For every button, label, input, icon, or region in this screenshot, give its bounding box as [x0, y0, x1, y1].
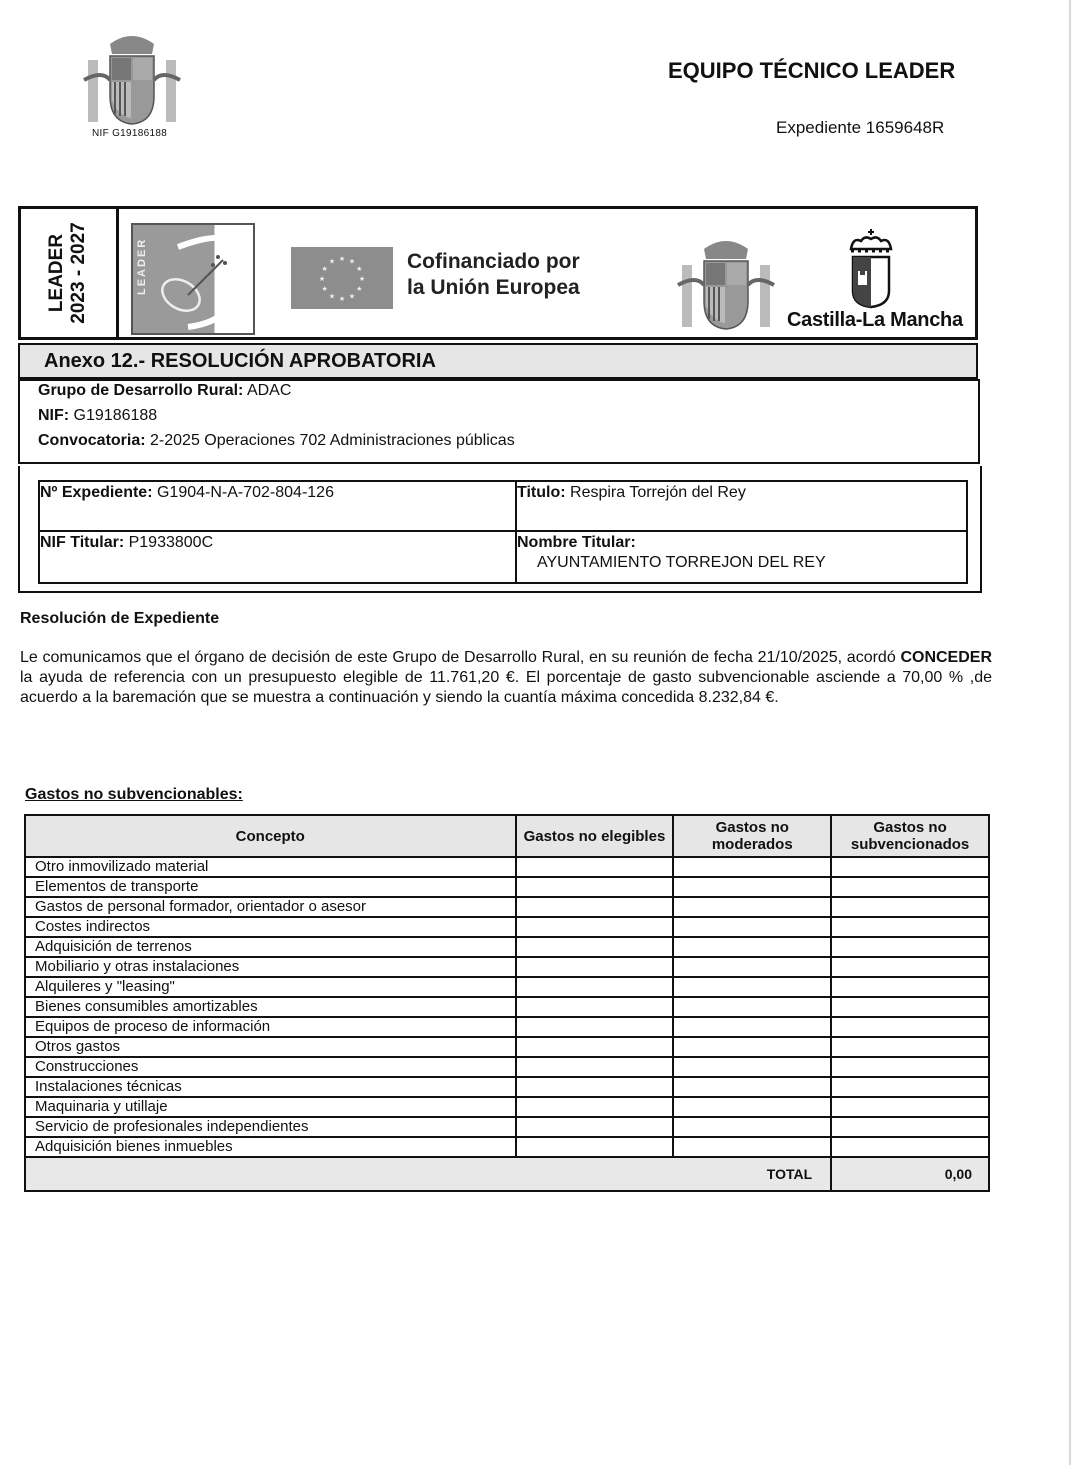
- eu-star-icon: ★: [318, 276, 326, 283]
- eu-flag-icon: [291, 247, 393, 309]
- concepto-cell: Adquisición de terrenos: [25, 937, 516, 957]
- no-elegibles-cell: [516, 1097, 674, 1117]
- no-elegibles-cell: [516, 877, 674, 897]
- no-moderados-cell: [673, 977, 831, 997]
- leader-program-label: LEADER: [46, 233, 67, 313]
- eu-star-icon: ★: [348, 258, 356, 266]
- no-moderados-cell: [673, 997, 831, 1017]
- leader-logo-text: LEADER: [136, 237, 148, 295]
- header-nif: NIF G19186188: [92, 128, 168, 139]
- gastos-row: [25, 1037, 989, 1057]
- annex-title: Anexo 12.- RESOLUCIÓN APROBATORIA: [44, 350, 436, 372]
- group-row: [38, 382, 291, 400]
- header-no-subvencionados: Gastos no subvencionados: [831, 815, 989, 857]
- no-moderados-cell: [673, 917, 831, 937]
- concepto-cell: Alquileres y "leasing": [25, 977, 516, 997]
- eu-star-icon: ★: [328, 258, 336, 266]
- no-moderados-cell: [673, 897, 831, 917]
- gastos-row: [25, 917, 989, 937]
- concepto-cell: Gastos de personal formador, orientador o asesor: [25, 897, 516, 917]
- nombre-titular-cell: [517, 532, 968, 582]
- convocatoria-row: [38, 432, 515, 450]
- header-no-elegibles: Gastos no elegibles: [516, 815, 674, 857]
- no-subvencionados-cell: [831, 977, 989, 997]
- nombre-titular-value: AYUNTAMIENTO TORREJON DEL REY: [537, 554, 826, 571]
- expediente-box: [18, 466, 982, 593]
- no-moderados-cell: [673, 1077, 831, 1097]
- region-name: Castilla-La Mancha: [787, 309, 963, 331]
- no-elegibles-cell: [516, 1117, 674, 1137]
- eu-cofinancing-text: [407, 249, 580, 301]
- no-elegibles-cell: [516, 1077, 674, 1097]
- gastos-row: [25, 1137, 989, 1157]
- no-moderados-cell: [673, 1037, 831, 1057]
- eu-star-icon: ★: [321, 286, 328, 293]
- no-subvencionados-cell: [831, 1057, 989, 1077]
- spain-coat-of-arms-icon: [82, 30, 182, 130]
- eu-star-icon: ★: [356, 266, 363, 273]
- resolution-text-part1: Le comunicamos que el órgano de decisión de este Grupo de Desarrollo Rural, en su reunión de fecha 21/10/2025, acordó: [20, 649, 901, 666]
- gastos-row: [25, 1117, 989, 1137]
- concepto-cell: Otro inmovilizado material: [25, 857, 516, 877]
- header-no-moderados: Gastos no moderados: [673, 815, 831, 857]
- no-moderados-cell: [673, 1017, 831, 1037]
- no-moderados-cell: [673, 857, 831, 877]
- nif-row: [38, 407, 157, 425]
- spain-coat-of-arms-icon: [676, 235, 776, 335]
- group-info-box: [18, 379, 980, 464]
- concepto-cell: Adquisición bienes inmuebles: [25, 1137, 516, 1157]
- nif-titular-value: P1933800C: [124, 534, 214, 551]
- eu-star-icon: ★: [321, 266, 328, 273]
- nif-label: NIF:: [38, 407, 70, 424]
- eu-star-icon: ★: [328, 293, 336, 301]
- gastos-row: [25, 937, 989, 957]
- gastos-row: [25, 1017, 989, 1037]
- no-moderados-cell: [673, 1137, 831, 1157]
- expediente-reference: Expediente 1659648R: [776, 118, 945, 137]
- numero-expediente-label: Nº Expediente:: [40, 484, 153, 501]
- header-concepto: Concepto: [25, 815, 516, 857]
- concepto-cell: Equipos de proceso de información: [25, 1017, 516, 1037]
- concepto-cell: Mobiliario y otras instalaciones: [25, 957, 516, 977]
- convocatoria-value: 2-2025 Operaciones 702 Administraciones públicas: [145, 432, 515, 449]
- eu-star-icon: ★: [348, 293, 356, 301]
- concepto-cell: Costes indirectos: [25, 917, 516, 937]
- gastos-header-row: [25, 815, 989, 857]
- no-elegibles-cell: [516, 937, 674, 957]
- numero-expediente-cell: [40, 482, 517, 532]
- group-label: Grupo de Desarrollo Rural:: [38, 382, 244, 399]
- eu-star-icon: ★: [358, 276, 366, 283]
- no-elegibles-cell: [516, 957, 674, 977]
- eu-star-icon: ★: [338, 256, 346, 263]
- resolution-text-part2: la ayuda de referencia con un presupuesto elegible de 11.761,20 €. El porcentaje de gasto subvencionable asciende a 70,00 % ,de acuerdo a la baremación que se muestra a continuación y siendo la cuantía máxima concedida 8.232,84 €.: [20, 669, 992, 706]
- total-row: [25, 1157, 989, 1191]
- leader-logo-icon: [131, 223, 255, 335]
- numero-expediente-value: G1904-N-A-702-804-126: [152, 484, 334, 501]
- resolution-title: Resolución de Expediente: [20, 610, 220, 627]
- no-subvencionados-cell: [831, 1117, 989, 1137]
- no-moderados-cell: [673, 1117, 831, 1137]
- no-elegibles-cell: [516, 917, 674, 937]
- total-label: TOTAL: [25, 1157, 831, 1191]
- no-subvencionados-cell: [831, 1077, 989, 1097]
- gastos-row: [25, 897, 989, 917]
- gastos-row: [25, 877, 989, 897]
- no-moderados-cell: [673, 957, 831, 977]
- no-subvencionados-cell: [831, 957, 989, 977]
- gastos-row: [25, 857, 989, 877]
- concepto-cell: Construcciones: [25, 1057, 516, 1077]
- gastos-title: Gastos no subvencionables:: [25, 786, 243, 803]
- no-subvencionados-cell: [831, 877, 989, 897]
- no-subvencionados-cell: [831, 1097, 989, 1117]
- eu-star-icon: ★: [338, 296, 346, 303]
- leader-period-label: 2023 - 2027: [68, 222, 89, 324]
- concepto-cell: Instalaciones técnicas: [25, 1077, 516, 1097]
- nif-value: G19186188: [69, 407, 158, 424]
- concepto-cell: Maquinaria y utillaje: [25, 1097, 516, 1117]
- no-subvencionados-cell: [831, 997, 989, 1017]
- gastos-row: [25, 1077, 989, 1097]
- no-subvencionados-cell: [831, 1017, 989, 1037]
- no-elegibles-cell: [516, 1057, 674, 1077]
- concepto-cell: Bienes consumibles amortizables: [25, 997, 516, 1017]
- resolution-body: [20, 648, 992, 708]
- nombre-titular-label: Nombre Titular:: [517, 534, 636, 551]
- nif-titular-cell: [40, 532, 517, 582]
- no-moderados-cell: [673, 877, 831, 897]
- page-edge: [1069, 0, 1071, 1465]
- no-subvencionados-cell: [831, 857, 989, 877]
- no-subvencionados-cell: [831, 917, 989, 937]
- titulo-label: Titulo:: [517, 484, 566, 501]
- gastos-row: [25, 1057, 989, 1077]
- no-subvencionados-cell: [831, 897, 989, 917]
- no-elegibles-cell: [516, 977, 674, 997]
- no-moderados-cell: [673, 1057, 831, 1077]
- no-elegibles-cell: [516, 897, 674, 917]
- no-elegibles-cell: [516, 857, 674, 877]
- gastos-row: [25, 1097, 989, 1117]
- eu-star-icon: ★: [356, 286, 363, 293]
- team-title: EQUIPO TÉCNICO LEADER: [668, 58, 956, 83]
- leader-period-box: [21, 209, 119, 337]
- no-subvencionados-cell: [831, 1137, 989, 1157]
- titulo-value: Respira Torrejón del Rey: [565, 484, 746, 501]
- nif-titular-label: NIF Titular:: [40, 534, 125, 551]
- titulo-cell: [517, 482, 968, 532]
- no-elegibles-cell: [516, 1037, 674, 1057]
- gastos-row: [25, 957, 989, 977]
- no-moderados-cell: [673, 1097, 831, 1117]
- total-value: 0,00: [831, 1157, 989, 1191]
- group-value: ADAC: [243, 382, 292, 399]
- eu-text-line2: la Unión Europea: [407, 276, 580, 299]
- gastos-row: [25, 997, 989, 1017]
- gastos-table: [24, 814, 990, 1192]
- concepto-cell: Otros gastos: [25, 1037, 516, 1057]
- concepto-cell: Elementos de transporte: [25, 877, 516, 897]
- annex-title-bar: [18, 343, 978, 379]
- no-elegibles-cell: [516, 997, 674, 1017]
- expediente-table: [38, 480, 968, 584]
- no-subvencionados-cell: [831, 937, 989, 957]
- convocatoria-label: Convocatoria:: [38, 432, 146, 449]
- funding-logos-banner: [18, 206, 978, 340]
- no-subvencionados-cell: [831, 1037, 989, 1057]
- resolution-decision: CONCEDER: [900, 649, 992, 666]
- castilla-la-mancha-shield-icon: [841, 229, 901, 309]
- eu-text-line1: Cofinanciado por: [407, 250, 580, 273]
- gastos-row: [25, 977, 989, 997]
- no-moderados-cell: [673, 937, 831, 957]
- no-elegibles-cell: [516, 1017, 674, 1037]
- no-elegibles-cell: [516, 1137, 674, 1157]
- concepto-cell: Servicio de profesionales independientes: [25, 1117, 516, 1137]
